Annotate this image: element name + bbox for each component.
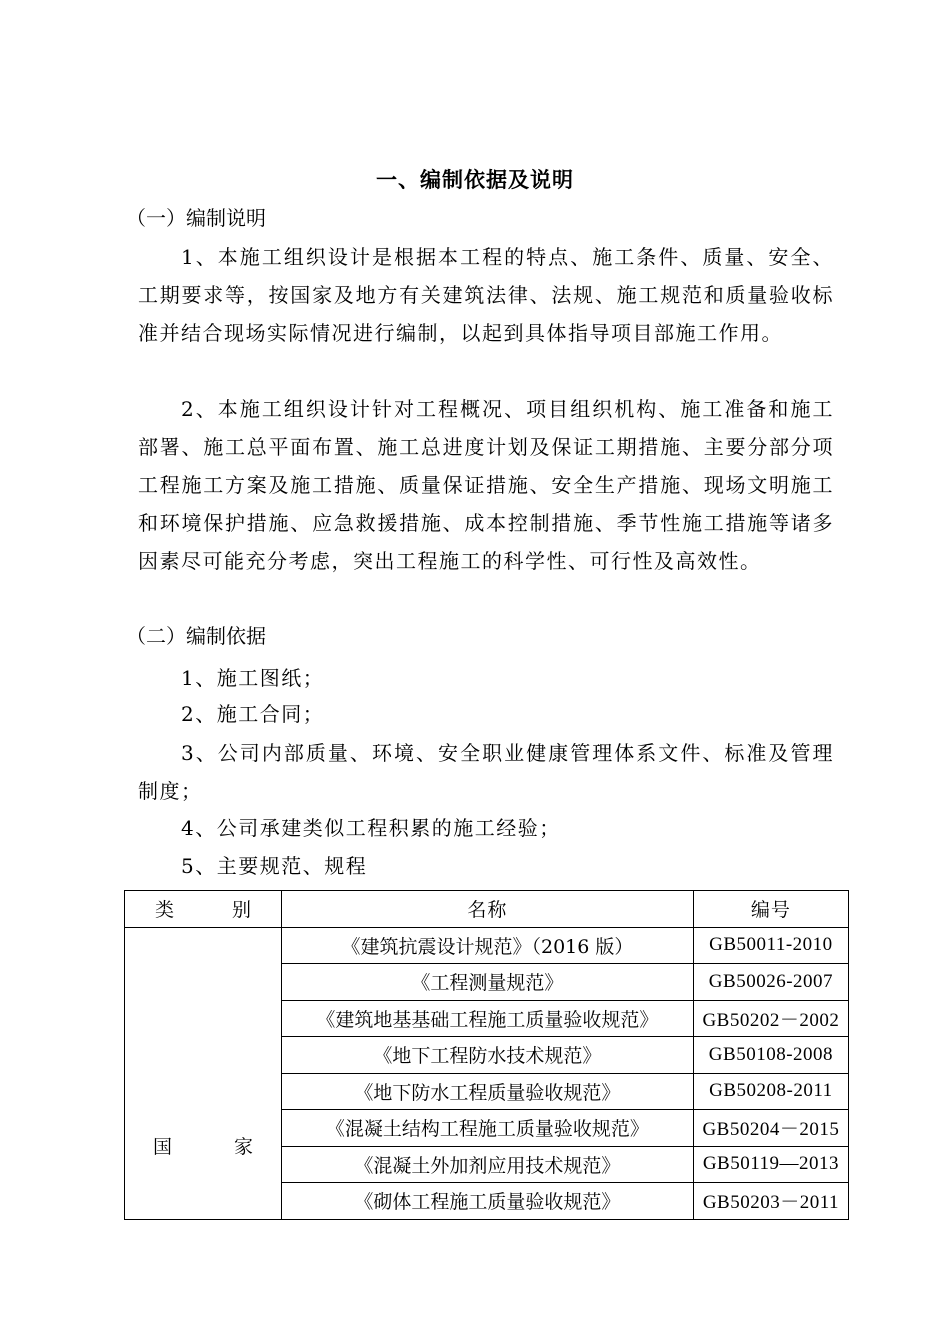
paragraph-2: 2、本施工组织设计针对工程概况、项目组织机构、施工准备和施工部署、施工总平面布置、施工总进度计划及保证工期措施、主要分部分项工程施工方案及施工措施、质量保证措施、安全生产措施、现场文明施工和环境保护措施、应急救援措施、成本控制措施、季节性施工措施等诸多因素尽可能充分考虑，突出工程施工的科学性、可行性及高效性。 (138, 397, 834, 573)
standard-code: GB50202－2002 (693, 1000, 848, 1037)
standard-name: 《地下防水工程质量验收规范》 (282, 1073, 694, 1110)
standard-code: GB50204－2015 (693, 1110, 848, 1147)
standard-name: 《地下工程防水技术规范》 (282, 1037, 694, 1074)
standard-name: 《建筑地基基础工程施工质量验收规范》 (282, 1000, 694, 1037)
section-heading-explanation: （一）编制说明 (126, 206, 266, 230)
standard-code: GB50203－2011 (693, 1183, 848, 1220)
standard-code: GB50119—2013 (693, 1146, 848, 1183)
basis-item-5: 5、主要规范、规程 (181, 854, 368, 878)
table-header-row (125, 891, 849, 928)
standard-code: GB50208-2011 (693, 1073, 848, 1110)
basis-item-1: 1、施工图纸； (181, 666, 325, 690)
header-code: 编号 (693, 891, 848, 928)
header-name: 名称 (282, 891, 694, 928)
paragraph-1: 1、本施工组织设计是根据本工程的特点、施工条件、质量、安全、工期要求等，按国家及地方有关建筑法律、法规、施工规范和质量验收标准并结合现场实际情况进行编制，以起到具体指导项目部施工作用。 (138, 245, 834, 345)
standard-name: 《砌体工程施工质量验收规范》 (282, 1183, 694, 1220)
category-cell: 国 家 (125, 927, 282, 1219)
standard-code: GB50026-2007 (693, 964, 848, 1001)
standard-name: 《混凝土结构工程施工质量验收规范》 (282, 1110, 694, 1147)
page-title: 一、编制依据及说明 (376, 167, 574, 192)
basis-item-4: 4、公司承建类似工程积累的施工经验； (181, 816, 561, 840)
basis-item-3: 3、公司内部质量、环境、安全职业健康管理体系文件、标准及管理制度； (138, 741, 834, 803)
standard-name: 《混凝土外加剂应用技术规范》 (282, 1146, 694, 1183)
standard-name: 《建筑抗震设计规范》（2016 版） (282, 927, 694, 964)
basis-item-2: 2、施工合同； (181, 702, 325, 726)
standard-name: 《工程测量规范》 (282, 964, 694, 1001)
standards-table (124, 890, 849, 1220)
standard-code: GB50011-2010 (693, 927, 848, 964)
section-heading-basis: （二）编制依据 (126, 624, 266, 648)
header-category: 类 别 (125, 891, 282, 928)
standard-code: GB50108-2008 (693, 1037, 848, 1074)
table-row (125, 927, 849, 964)
